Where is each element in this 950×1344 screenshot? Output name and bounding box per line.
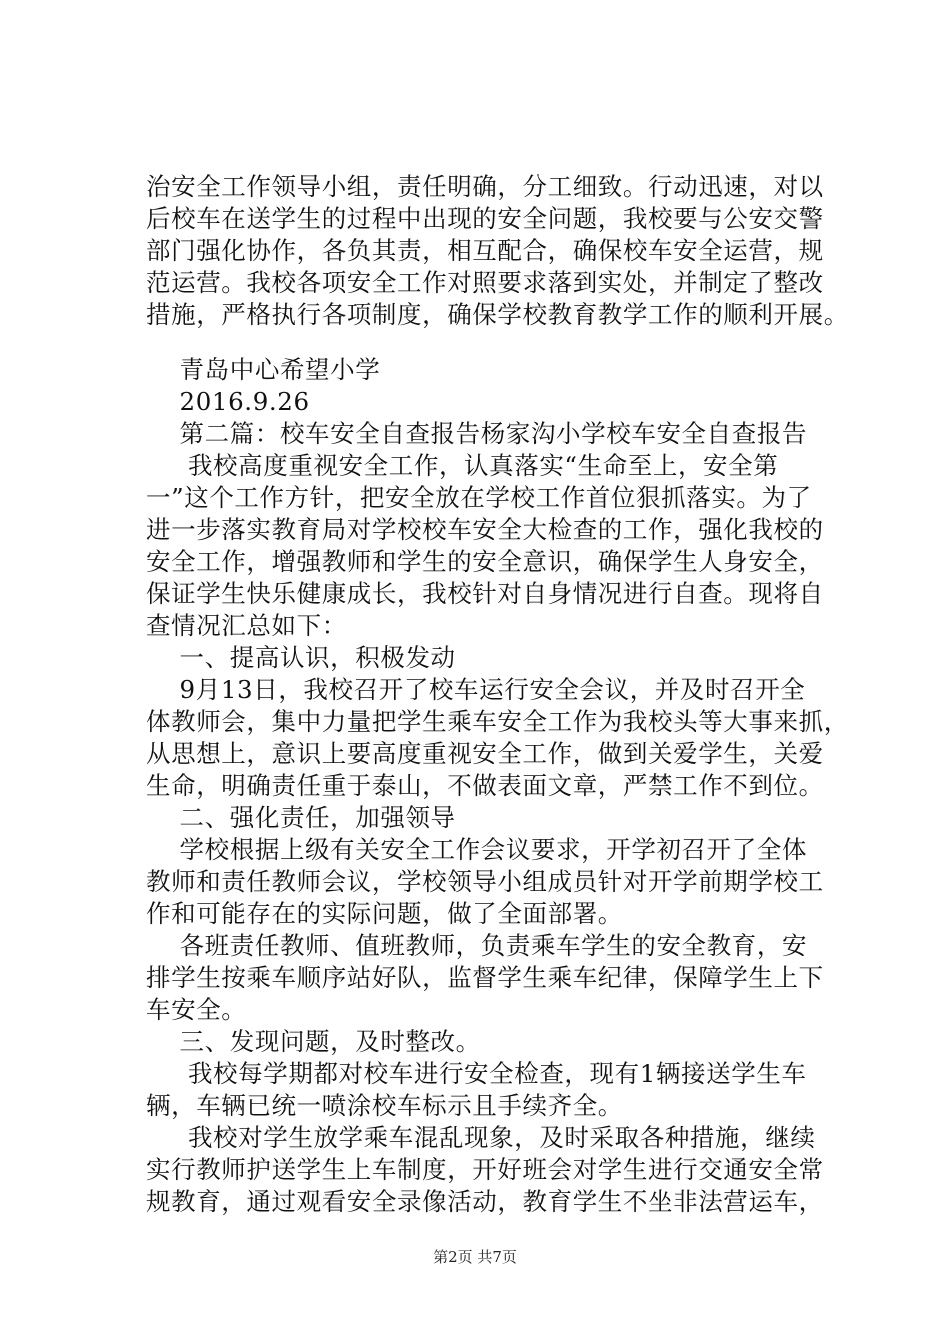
text-line: 一”这个工作方针，把安全放在学校工作首位狠抓落实。为了 bbox=[146, 483, 812, 512]
paragraph-bottom bbox=[146, 354, 849, 1218]
text-line: 辆，车辆已统一喷涂校车标示且手续齐全。 bbox=[146, 1091, 623, 1120]
text-line: 我校高度重视安全工作，认真落实“生命至上，安全第 bbox=[146, 451, 779, 480]
text-line: 9月13日，我校召开了校车运行安全会议，并及时召开全 bbox=[146, 675, 806, 704]
text-line: 体教师会，集中力量把学生乘车安全工作为我校头等大事来抓， bbox=[146, 707, 849, 736]
text-line: 进一步落实教育局对学校校车安全大检查的工作，强化我校的 bbox=[146, 515, 824, 544]
text-line: 实行教师护送学生上车制度，开好班会对学生进行交通安全常 bbox=[146, 1155, 824, 1184]
text-line: 各班责任教师、值班教师，负责乘车学生的安全教育，安 bbox=[146, 931, 808, 960]
text-line: 我校对学生放学乘车混乱现象，及时采取各种措施，继续 bbox=[146, 1123, 816, 1152]
text-line: 排学生按乘车顺序站好队，监督学生乘车纪律，保障学生上下 bbox=[146, 963, 824, 992]
text-line: 范运营。我校各项安全工作对照要求落到实处，并制定了整改 bbox=[146, 268, 824, 297]
paragraph-top bbox=[146, 171, 849, 331]
text-line: 作和可能存在的实际问题，做了全面部署。 bbox=[146, 899, 623, 928]
text-line: 我校每学期都对校车进行安全检查，现有1辆接送学生车 bbox=[146, 1059, 807, 1088]
text-line: 治安全工作领导小组，责任明确，分工细致。行动迅速，对以 bbox=[146, 172, 824, 201]
text-line: 查情况汇总如下： bbox=[146, 611, 347, 640]
text-line: 生命，明确责任重于泰山，不做表面文章，严禁工作不到位。 bbox=[146, 771, 824, 800]
text-line: 教师和责任教师会议，学校领导小组成员针对开学前期学校工 bbox=[146, 867, 824, 896]
subheading: 二、强化责任，加强领导 bbox=[146, 803, 456, 832]
text-line: 措施，严格执行各项制度，确保学校教育教学工作的顺利开展。 bbox=[146, 300, 849, 329]
subheading: 一、提高认识，积极发动 bbox=[146, 643, 456, 672]
text-line: 从思想上，意识上要高度重视安全工作，做到关爱学生，关爱 bbox=[146, 739, 824, 768]
text-line: 保证学生快乐健康成长，我校针对自身情况进行自查。现将自 bbox=[146, 579, 824, 608]
signature-date: 2016.9.26 bbox=[146, 387, 310, 416]
document-body bbox=[146, 171, 849, 1218]
text-line: 部门强化协作，各负其责，相互配合，确保校车安全运营，规 bbox=[146, 236, 824, 265]
section-heading: 第二篇：校车安全自查报告杨家沟小学校车安全自查报告 bbox=[146, 419, 808, 448]
text-line: 学校根据上级有关安全工作会议要求，开学初召开了全体 bbox=[146, 835, 808, 864]
subheading: 三、发现问题，及时整改。 bbox=[146, 1027, 481, 1056]
text-line: 规教育，通过观看安全录像活动，教育学生不坐非法营运车， bbox=[146, 1187, 824, 1216]
text-line: 车安全。 bbox=[146, 995, 247, 1024]
paragraph-gap bbox=[146, 331, 846, 354]
text-line: 安全工作，增强教师和学生的安全意识，确保学生人身安全， bbox=[146, 547, 824, 576]
page-number-footer: 第2页 共7页 bbox=[433, 1248, 517, 1266]
text-line: 后校车在送学生的过程中出现的安全问题，我校要与公安交警 bbox=[146, 204, 824, 233]
signature-school: 青岛中心希望小学 bbox=[146, 355, 381, 384]
